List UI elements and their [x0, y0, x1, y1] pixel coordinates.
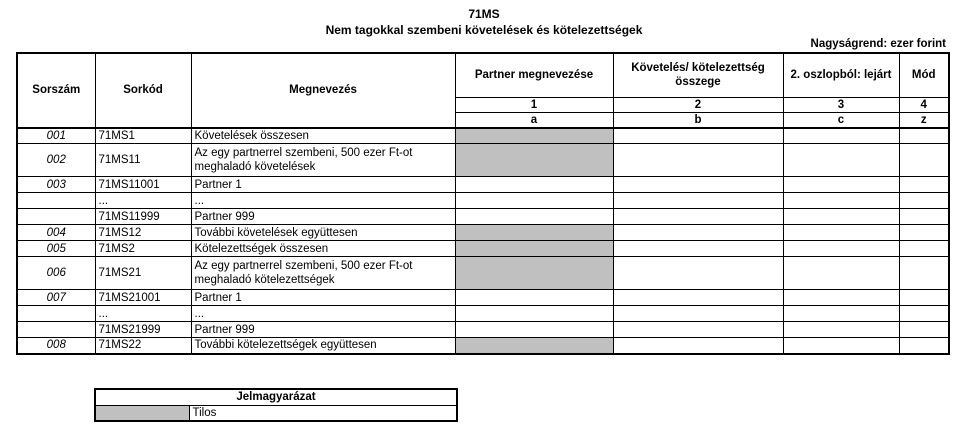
row-overdue-cell[interactable] [783, 209, 899, 225]
col-number: 3 [783, 97, 899, 112]
row-overdue-cell[interactable] [783, 257, 899, 290]
unit-label: Nagyságrend: ezer forint [810, 38, 946, 50]
row-mod-cell[interactable] [899, 225, 949, 241]
row-overdue-cell[interactable] [783, 290, 899, 306]
row-mod-cell[interactable] [899, 306, 949, 322]
row-overdue-cell[interactable] [783, 193, 899, 209]
row-sorszam: 008 [17, 338, 95, 354]
col-number: 2 [613, 97, 783, 112]
row-sorkod: 71MS11999 [95, 209, 191, 225]
col-number: 1 [455, 97, 613, 112]
row-amount-cell[interactable] [613, 322, 783, 338]
row-mod-cell[interactable] [899, 177, 949, 193]
row-sorkod: 71MS12 [95, 225, 191, 241]
row-sorkod: 71MS2 [95, 241, 191, 257]
row-sorszam: 004 [17, 225, 95, 241]
row-overdue-cell[interactable] [783, 241, 899, 257]
header-megnevezes: Megnevezés [191, 53, 455, 128]
row-overdue-cell[interactable] [783, 144, 899, 177]
table-row [17, 322, 949, 338]
row-partner-cell[interactable] [455, 290, 613, 306]
row-mod-cell[interactable] [899, 209, 949, 225]
header-sorkod: Sorkód [95, 53, 191, 128]
row-megnevezes: Kötelezettségek összesen [191, 241, 455, 257]
row-sorkod: 71MS22 [95, 338, 191, 354]
row-amount-cell[interactable] [613, 290, 783, 306]
row-megnevezes: ... [191, 193, 455, 209]
row-sorkod: 71MS1 [95, 128, 191, 144]
row-sorszam: 005 [17, 241, 95, 257]
table-row [17, 257, 949, 290]
table-row [17, 225, 949, 241]
row-sorkod: 71MS21999 [95, 322, 191, 338]
row-amount-cell[interactable] [613, 144, 783, 177]
row-sorszam [17, 306, 95, 322]
table-body [17, 128, 949, 354]
row-partner-cell [455, 144, 613, 177]
form-code: 71MS [468, 7, 500, 21]
row-megnevezes: Partner 1 [191, 177, 455, 193]
row-amount-cell[interactable] [613, 306, 783, 322]
row-amount-cell[interactable] [613, 338, 783, 354]
col-letter: c [783, 112, 899, 128]
col-letter: b [613, 112, 783, 128]
header-partner: Partner megnevezése [455, 53, 613, 97]
legend-label: Tilos [189, 405, 457, 421]
table-row [17, 177, 949, 193]
row-mod-cell[interactable] [899, 290, 949, 306]
row-mod-cell[interactable] [899, 257, 949, 290]
row-sorszam [17, 209, 95, 225]
row-overdue-cell[interactable] [783, 128, 899, 144]
row-amount-cell[interactable] [613, 257, 783, 290]
row-sorszam: 006 [17, 257, 95, 290]
row-mod-cell[interactable] [899, 193, 949, 209]
row-amount-cell[interactable] [613, 193, 783, 209]
row-sorszam: 001 [17, 128, 95, 144]
row-partner-cell[interactable] [455, 209, 613, 225]
table-row [17, 209, 949, 225]
table-row [17, 241, 949, 257]
legend-title: Jelmagyarázat [95, 389, 457, 405]
row-megnevezes: Az egy partnerrel szembeni, 500 ezer Ft-ot meghaladó követelések [191, 144, 455, 177]
row-partner-cell[interactable] [455, 306, 613, 322]
row-amount-cell[interactable] [613, 177, 783, 193]
table-row [17, 144, 949, 177]
row-megnevezes: Partner 999 [191, 209, 455, 225]
row-sorkod: ... [95, 193, 191, 209]
row-megnevezes: Partner 1 [191, 290, 455, 306]
table-row [17, 193, 949, 209]
row-overdue-cell[interactable] [783, 177, 899, 193]
row-megnevezes: ... [191, 306, 455, 322]
row-overdue-cell[interactable] [783, 322, 899, 338]
row-sorkod: 71MS21 [95, 257, 191, 290]
row-mod-cell[interactable] [899, 338, 949, 354]
row-megnevezes: További követelések együttesen [191, 225, 455, 241]
row-sorszam: 002 [17, 144, 95, 177]
row-sorszam [17, 322, 95, 338]
row-sorkod: 71MS21001 [95, 290, 191, 306]
row-mod-cell[interactable] [899, 322, 949, 338]
row-partner-cell [455, 225, 613, 241]
row-megnevezes: Követelések összesen [191, 128, 455, 144]
row-mod-cell[interactable] [899, 144, 949, 177]
row-overdue-cell[interactable] [783, 338, 899, 354]
legend-swatch [95, 405, 189, 421]
row-amount-cell[interactable] [613, 241, 783, 257]
row-amount-cell[interactable] [613, 128, 783, 144]
row-sorszam: 003 [17, 177, 95, 193]
header-kovetel: Követelés/ kötelezettség összege [613, 53, 783, 97]
legend-table [94, 388, 458, 422]
col-letter: z [899, 112, 949, 128]
row-sorszam [17, 193, 95, 209]
row-megnevezes: További kötelezettségek együttesen [191, 338, 455, 354]
form-title: Nem tagokkal szembeni követelések és kötelezettségek [325, 23, 643, 37]
row-megnevezes: Partner 999 [191, 322, 455, 338]
row-sorkod: 71MS11 [95, 144, 191, 177]
table-row [17, 290, 949, 306]
row-amount-cell[interactable] [613, 225, 783, 241]
row-megnevezes: Az egy partnerrel szembeni, 500 ezer Ft-ot meghaladó kötelezettségek [191, 257, 455, 290]
row-sorkod: 71MS11001 [95, 177, 191, 193]
row-mod-cell[interactable] [899, 128, 949, 144]
row-amount-cell[interactable] [613, 209, 783, 225]
row-partner-cell [455, 128, 613, 144]
header-sorszam: Sorszám [17, 53, 95, 128]
header-lejart: 2. oszlopból: lejárt [783, 53, 899, 97]
data-table [16, 52, 950, 355]
row-partner-cell [455, 241, 613, 257]
col-number: 4 [899, 97, 949, 112]
header-mod: Mód [899, 53, 949, 97]
row-mod-cell[interactable] [899, 241, 949, 257]
col-letter: a [455, 112, 613, 128]
row-sorszam: 007 [17, 290, 95, 306]
row-overdue-cell[interactable] [783, 225, 899, 241]
row-partner-cell [455, 257, 613, 290]
row-overdue-cell[interactable] [783, 306, 899, 322]
row-sorkod: ... [95, 306, 191, 322]
row-partner-cell [455, 338, 613, 354]
row-partner-cell[interactable] [455, 177, 613, 193]
table-row [17, 128, 949, 144]
row-partner-cell[interactable] [455, 193, 613, 209]
table-row [17, 306, 949, 322]
table-row [17, 338, 949, 354]
row-partner-cell[interactable] [455, 322, 613, 338]
